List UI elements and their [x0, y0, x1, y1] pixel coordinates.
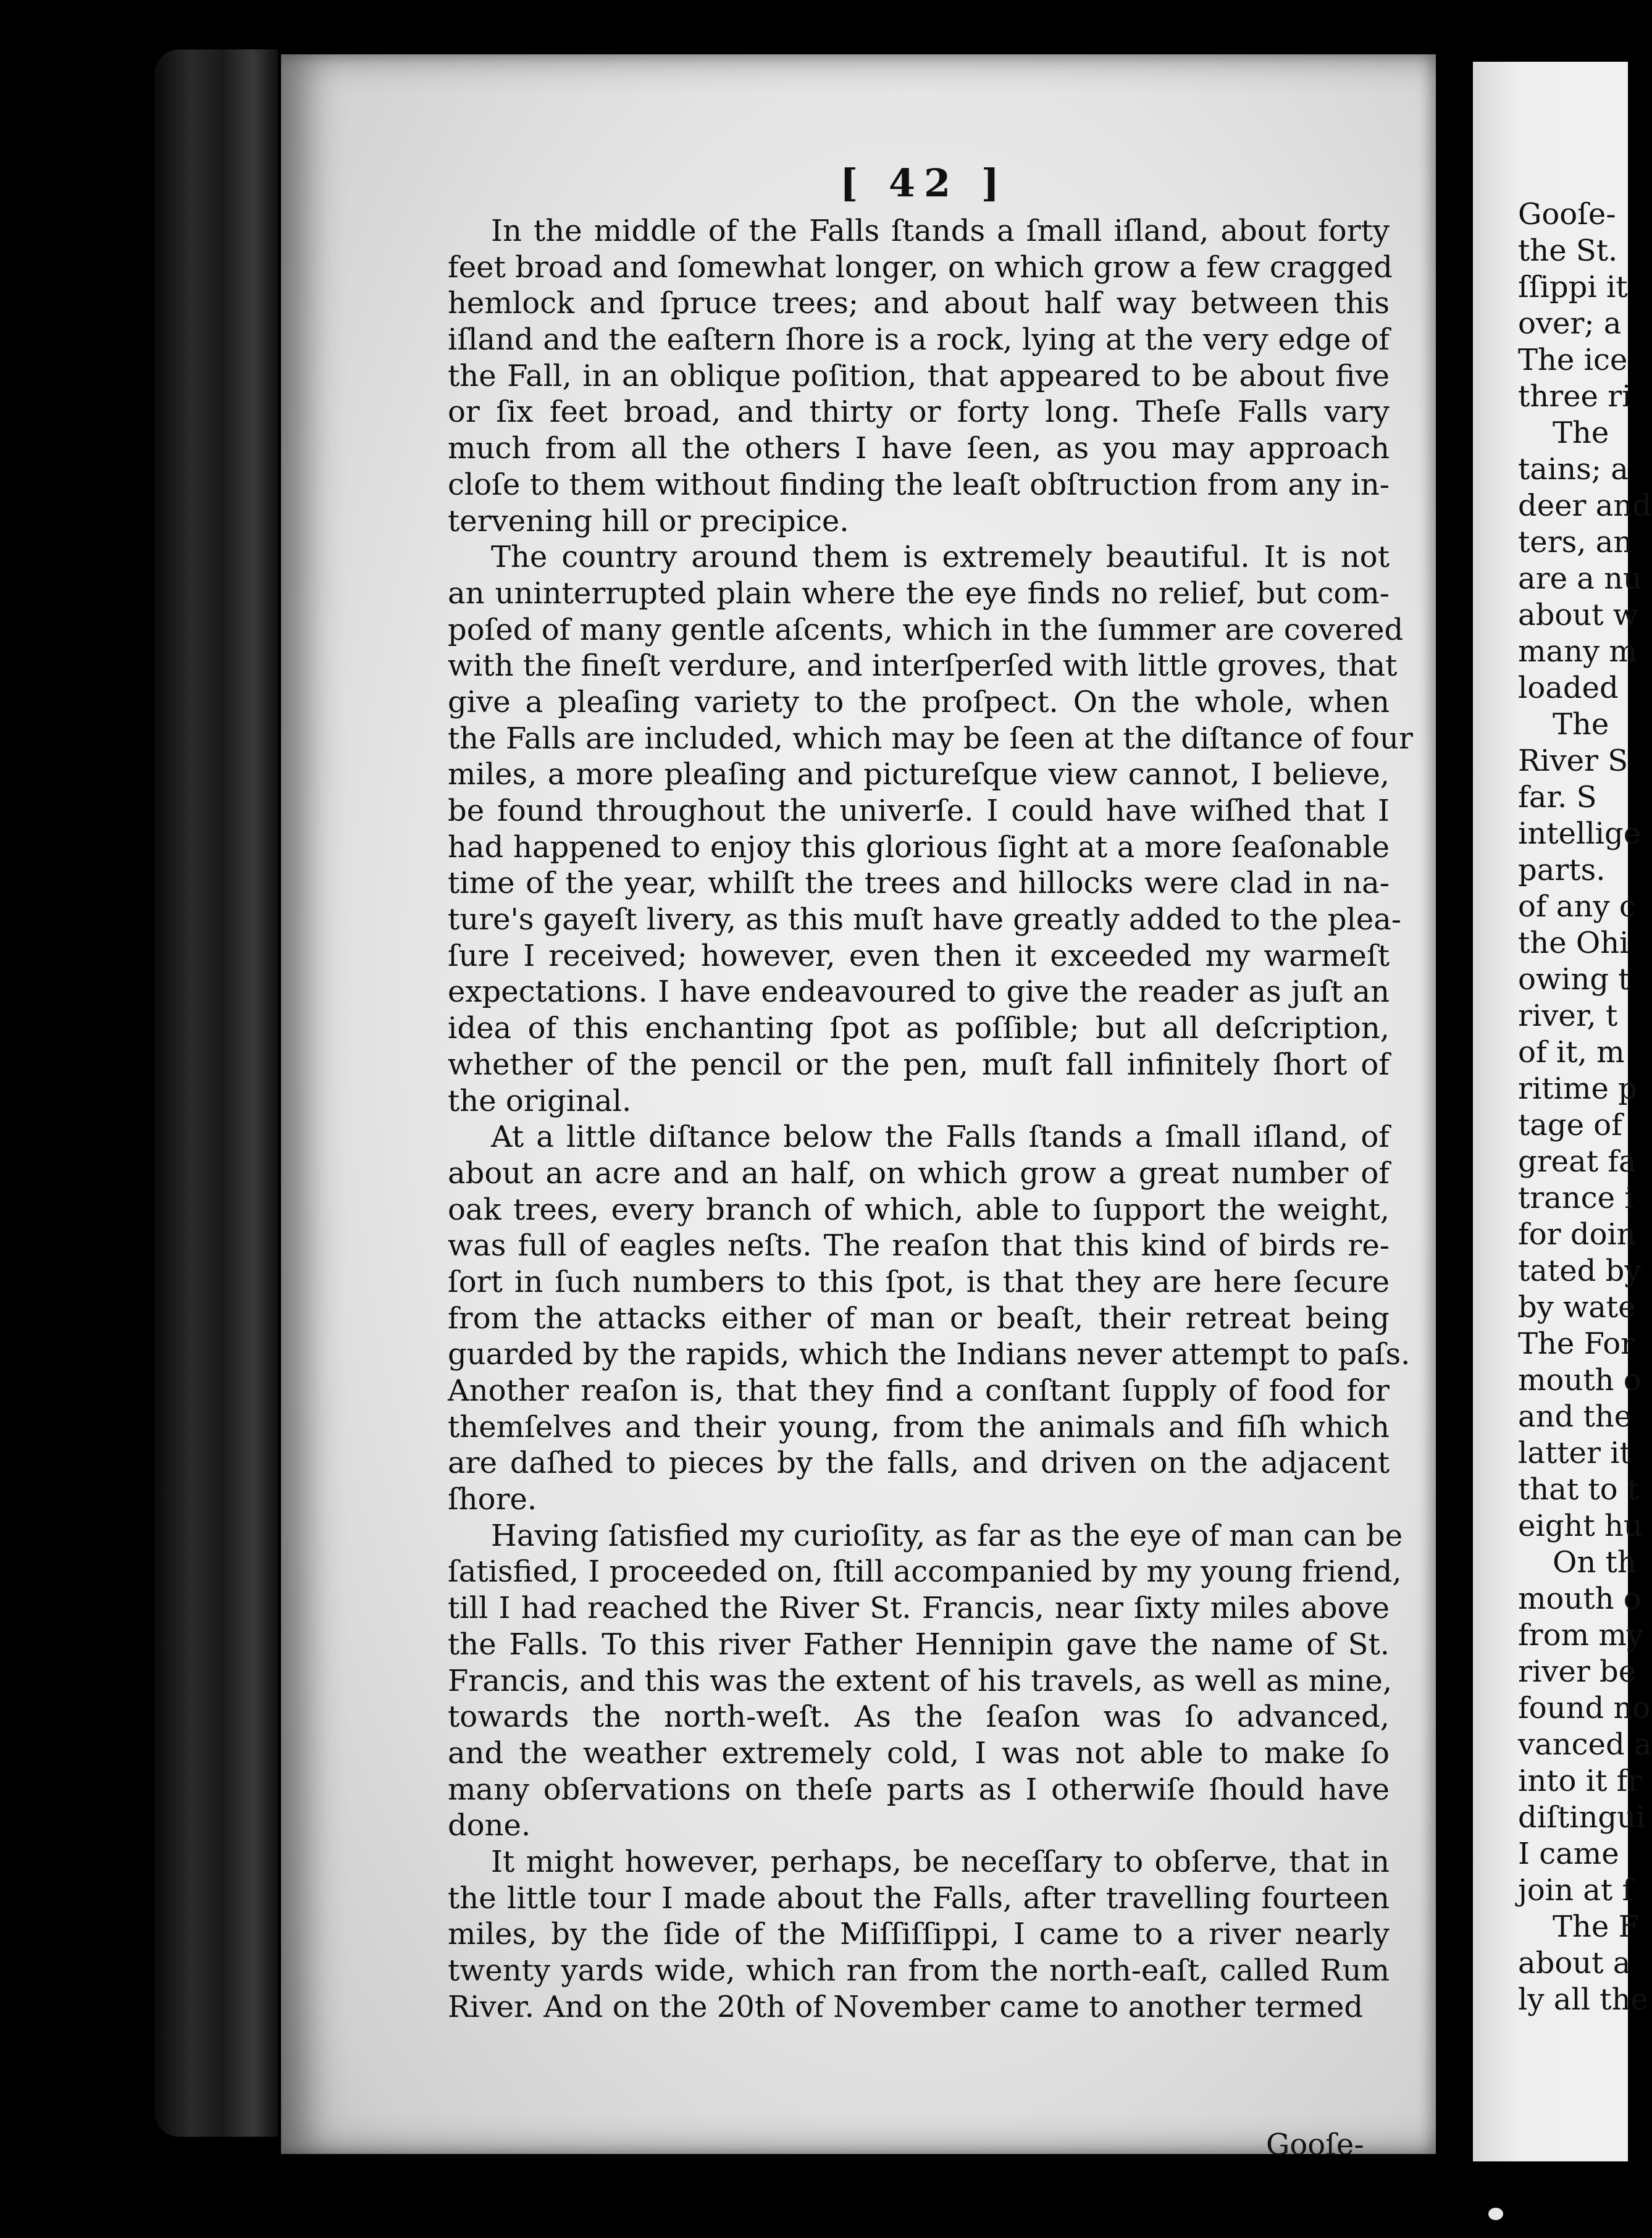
- text-line: Another reaſon is, that they find a conſtant ſupply of food for: [448, 1373, 1390, 1408]
- facing-page-line: tage of: [1518, 1108, 1622, 1142]
- text-line: about an acre and an half, on which grow a great number of: [448, 1155, 1390, 1191]
- facing-page-line: about a: [1518, 1946, 1631, 1980]
- text-line: idea of this enchanting ſpot as poſſible; but all deſcription,: [448, 1011, 1390, 1046]
- scan-speck: [1488, 2208, 1503, 2220]
- text-line: cloſe to them without finding the leaſt obſtruction from any in-: [448, 467, 1390, 502]
- text-line: Having ſatisfied my curioſity, as far as the eye of man can be: [491, 1518, 1403, 1553]
- text-line: the original.: [448, 1083, 632, 1118]
- facing-page-line: The: [1553, 707, 1609, 742]
- page-gutter: [1436, 0, 1473, 2238]
- text-line: hemlock and ſpruce trees; and about half way between this: [448, 286, 1390, 321]
- page-number: [ 42 ]: [840, 161, 1008, 206]
- text-line: feet broad and ſomewhat longer, on which grow a few cragged: [448, 249, 1393, 285]
- facing-page-line: of any c: [1518, 889, 1636, 924]
- facing-page-line: by wate: [1518, 1290, 1636, 1325]
- facing-page-line: The For: [1518, 1326, 1635, 1361]
- facing-page-line: tains; a: [1518, 452, 1629, 487]
- text-line: the Fall, in an oblique poſition, that appeared to be about five: [448, 358, 1390, 393]
- text-line: an uninterrupted plain where the eye finds no relief, but com-: [448, 576, 1390, 611]
- text-line: done.: [448, 1808, 531, 1843]
- text-line: had happened to enjoy this glorious ſight at a more ſeaſonable: [448, 829, 1390, 865]
- text-line: poſed of many gentle aſcents, which in the ſummer are covered: [448, 612, 1404, 647]
- text-line: whether of the pencil or the pen, muſt fall infinitely ſhort of: [448, 1047, 1390, 1082]
- facing-page-line: are a nu: [1518, 561, 1642, 596]
- text-line: the little tour I made about the Falls, after travelling fourteen: [448, 1880, 1390, 1916]
- facing-page-line: three ri: [1518, 379, 1632, 414]
- text-line: was full of eagles neſts. The reaſon that this kind of birds re-: [448, 1228, 1390, 1264]
- facing-page-line: river be: [1518, 1654, 1637, 1689]
- facing-page-line: far. S: [1518, 780, 1597, 815]
- facing-page-line: join at ſ: [1518, 1873, 1633, 1908]
- facing-page-line: ly all the: [1518, 1982, 1648, 2017]
- facing-page-line: River S: [1518, 744, 1629, 778]
- text-line: miles, a more pleaſing and pictureſque view cannot, I believe,: [448, 757, 1390, 792]
- text-line: iſland and the eaſtern ſhore is a rock, lying at the very edge of: [448, 322, 1390, 358]
- text-line: ſhore.: [448, 1482, 537, 1517]
- facing-page-line: owing t: [1518, 962, 1630, 997]
- text-line: till I had reached the River St. Francis, near ſixty miles above: [448, 1591, 1390, 1626]
- facing-page-line: the Ohi: [1518, 926, 1629, 960]
- facing-page-line: into it fr: [1518, 1764, 1642, 1798]
- facing-page-line: ritime p: [1518, 1071, 1637, 1106]
- text-line: the Falls are included, which may be ſeen at the diſtance of four: [448, 721, 1413, 756]
- text-line: many obſervations on theſe parts as I otherwiſe ſhould have: [448, 1772, 1390, 1807]
- text-line: twenty yards wide, which ran from the north-eaſt, called Rum: [448, 1953, 1390, 1988]
- facing-page-line: intellige: [1518, 816, 1642, 851]
- facing-page-line: Gooſe-: [1518, 197, 1616, 232]
- text-line: Francis, and this was the extent of his travels, as well as mine,: [448, 1663, 1393, 1698]
- facing-page-line: about w: [1518, 598, 1638, 632]
- facing-page-line: mouth o: [1518, 1582, 1642, 1616]
- facing-page-line: for doin: [1518, 1217, 1636, 1252]
- facing-page-line: found no: [1518, 1691, 1651, 1725]
- facing-page-line: I came: [1518, 1837, 1619, 1871]
- facing-page-line: parts.: [1518, 853, 1606, 887]
- facing-page-line: from my: [1518, 1618, 1644, 1653]
- facing-page-line: eight hu: [1518, 1509, 1643, 1543]
- text-line: ſure I received; however, even then it exceeded my warmeſt: [448, 938, 1390, 973]
- facing-page-line: vanced a: [1518, 1727, 1652, 1762]
- facing-page-line: the St.: [1518, 233, 1618, 268]
- facing-page-line: trance i: [1518, 1181, 1634, 1215]
- text-line: give a pleaſing variety to the proſpect. On the whole, when: [448, 684, 1390, 719]
- facing-page-line: The F: [1553, 1909, 1639, 1944]
- facing-page-line: diſtingui: [1518, 1800, 1646, 1835]
- facing-page-line: river, t: [1518, 999, 1618, 1033]
- facing-page-line: deer and: [1518, 488, 1651, 523]
- text-line: expectations. I have endeavoured to give the reader as juſt an: [448, 974, 1390, 1010]
- facing-page-line: On th: [1553, 1545, 1637, 1580]
- text-line: be found throughout the univerſe. I could have wiſhed that I: [448, 794, 1390, 828]
- text-line: tervening hill or precipice.: [448, 503, 849, 539]
- text-line: much from all the others I have ſeen, as you may approach: [448, 431, 1390, 466]
- text-line: It might however, perhaps, be neceſſary to obſerve, that in: [491, 1844, 1390, 1879]
- facing-page-line: mouth o: [1518, 1363, 1642, 1398]
- text-line: guarded by the rapids, which the Indians never attempt to paſs.: [448, 1337, 1411, 1372]
- facing-page-line: that to t: [1518, 1472, 1640, 1507]
- facing-page-line: tated by: [1518, 1254, 1642, 1288]
- facing-page-line: and the: [1518, 1399, 1632, 1434]
- catchword: Gooſe-: [1266, 2127, 1364, 2162]
- facing-page-line: great fa: [1518, 1144, 1637, 1179]
- facing-page-line: over; a: [1518, 306, 1622, 341]
- facing-page-line: The: [1553, 416, 1609, 450]
- text-line: In the middle of the Falls ſtands a ſmall iſland, about forty: [491, 214, 1390, 248]
- text-line: with the fineſt verdure, and interſperſed with little groves, that: [448, 648, 1398, 684]
- facing-page-line: latter it: [1518, 1436, 1632, 1470]
- text-line: and the weather extremely cold, I was not able to make ſo: [448, 1735, 1390, 1771]
- text-line: miles, by the ſide of the Miſſiſſippi, I came to a river nearly: [448, 1917, 1390, 1952]
- text-line: At a little diſtance below the Falls ſtands a ſmall iſland, of: [491, 1120, 1390, 1155]
- text-line: the Falls. To this river Father Hennipin gave the name of St.: [448, 1627, 1390, 1662]
- text-line: themſelves and their young, from the animals and fiſh which: [448, 1409, 1390, 1444]
- page-body-text: [448, 213, 1413, 2025]
- facing-page-line: ters, an: [1518, 525, 1633, 560]
- facing-page-line: loaded: [1518, 671, 1619, 705]
- text-line: The country around them is extremely beautiful. It is not: [491, 540, 1390, 575]
- text-line: are daſhed to pieces by the falls, and driven on the adjacent: [448, 1446, 1390, 1481]
- facing-page-line: The ice: [1518, 343, 1628, 377]
- text-line: ſort in ſuch numbers to this ſpot, is that they are here ſecure: [448, 1264, 1390, 1299]
- text-line: or ſix feet broad, and thirty or forty long. Theſe Falls vary: [448, 395, 1390, 430]
- facing-page-line: many m: [1518, 634, 1637, 669]
- text-line: ſatisfied, I proceeded on, ſtill accompanied by my young friend,: [448, 1554, 1402, 1590]
- text-line: River. And on the 20th of November came to another termed: [448, 1989, 1364, 2024]
- text-line: towards the north-weſt. As the ſeaſon was ſo advanced,: [448, 1699, 1390, 1735]
- text-line: oak trees, every branch of which, able to ſupport the weight,: [448, 1192, 1390, 1227]
- facing-page-line: of it, m: [1518, 1035, 1625, 1070]
- facing-page-text: [1518, 196, 1652, 2018]
- book-binding: [154, 49, 278, 2137]
- text-line: from the attacks either of man or beaſt, their retreat being: [448, 1301, 1390, 1336]
- text-line: ture's gayeſt livery, as this muſt have greatly added to the plea-: [448, 902, 1402, 937]
- facing-page-line: ſſippi it: [1518, 270, 1628, 304]
- text-line: time of the year, whilſt the trees and hillocks were clad in na-: [448, 866, 1390, 901]
